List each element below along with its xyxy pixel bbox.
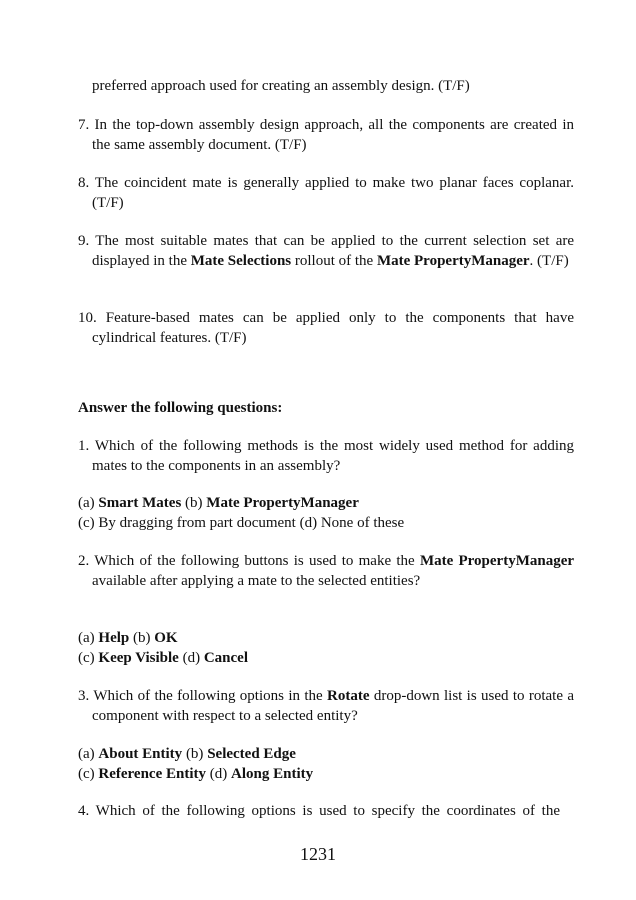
tf-item-9-text: 9. The most suitable mates that can be applied to the current selection set are displayed in the (78, 233, 574, 269)
tf-item-10: 10. Feature-based mates can be applied only to the components that have cylindrical features. (T/F) (78, 310, 574, 346)
tf-item-8: 8. The coincident mate is generally applied to make two planar faces coplanar. (T/F) (78, 175, 574, 211)
option-label: (c) (78, 650, 99, 666)
option-label: (b) (181, 495, 207, 511)
option-label: (d) (178, 650, 204, 666)
option-text: Along Entity (231, 766, 314, 782)
tf-item-9-bold-mate-selections: Mate Selections (190, 252, 292, 269)
question-3-options-line-1 (78, 745, 560, 765)
question-4: 4. Which of the following options is used to specify the coordinates of the (78, 803, 560, 819)
question-3-text: drop-down list is used to rotate a component with respect to a selected entity? (92, 688, 574, 724)
question-2 (78, 552, 574, 591)
option-text: Reference Entity (98, 766, 207, 782)
option-label: (b) (182, 746, 208, 762)
question-3-options-line-2 (78, 765, 560, 785)
tf-item-9-text: rollout of the (291, 252, 377, 269)
option-text: Smart Mates (98, 495, 182, 511)
question-2-options-line-2 (78, 649, 560, 669)
tf-item-9 (78, 232, 574, 271)
option-label: (d) (206, 766, 232, 782)
option-label: (c) (78, 766, 99, 782)
tf-item-9-text: . (T/F) (529, 252, 569, 269)
question-3-text: 3. Which of the following options in the (78, 688, 327, 704)
option-text: Keep Visible (98, 650, 179, 666)
option-text: Selected Edge (207, 746, 296, 762)
question-2-text: available after applying a mate to the selected entities? (92, 572, 421, 589)
option-text: Mate PropertyManager (206, 495, 359, 511)
question-2-bold-term: Mate PropertyManager (419, 553, 575, 569)
option-text: Cancel (203, 650, 248, 666)
continued-question-text: preferred approach used for creating an assembly design. (T/F) (92, 78, 470, 94)
question-3-bold-term: Rotate (327, 688, 370, 704)
question-3 (78, 687, 574, 726)
option-label: (a) (78, 746, 99, 762)
option-text: Help (98, 630, 130, 646)
question-2-options-line-1 (78, 629, 560, 649)
tf-item-9-bold-mate-propertymanager: Mate PropertyManager (376, 252, 530, 269)
section-heading (78, 399, 560, 419)
question-1-options-line-1 (78, 494, 560, 514)
option-text: OK (154, 630, 178, 646)
question-1: 1. Which of the following methods is the most widely used method for adding mates to the components in an assembly? (78, 438, 574, 474)
option-label: (a) (78, 630, 99, 646)
page-number: 1231 (300, 844, 336, 864)
option-label: (a) (78, 495, 99, 511)
question-2-text: 2. Which of the following buttons is used to make the (78, 553, 420, 569)
option-label: (b) (129, 630, 155, 646)
tf-item-7: 7. In the top-down assembly design approach, all the components are created in the same assembly document. (T/F) (78, 117, 574, 153)
section-heading-text: Answer the following questions: (78, 400, 283, 416)
question-1-options-line-2: (c) By dragging from part document (d) None of these (78, 515, 405, 531)
option-text: About Entity (98, 746, 183, 762)
